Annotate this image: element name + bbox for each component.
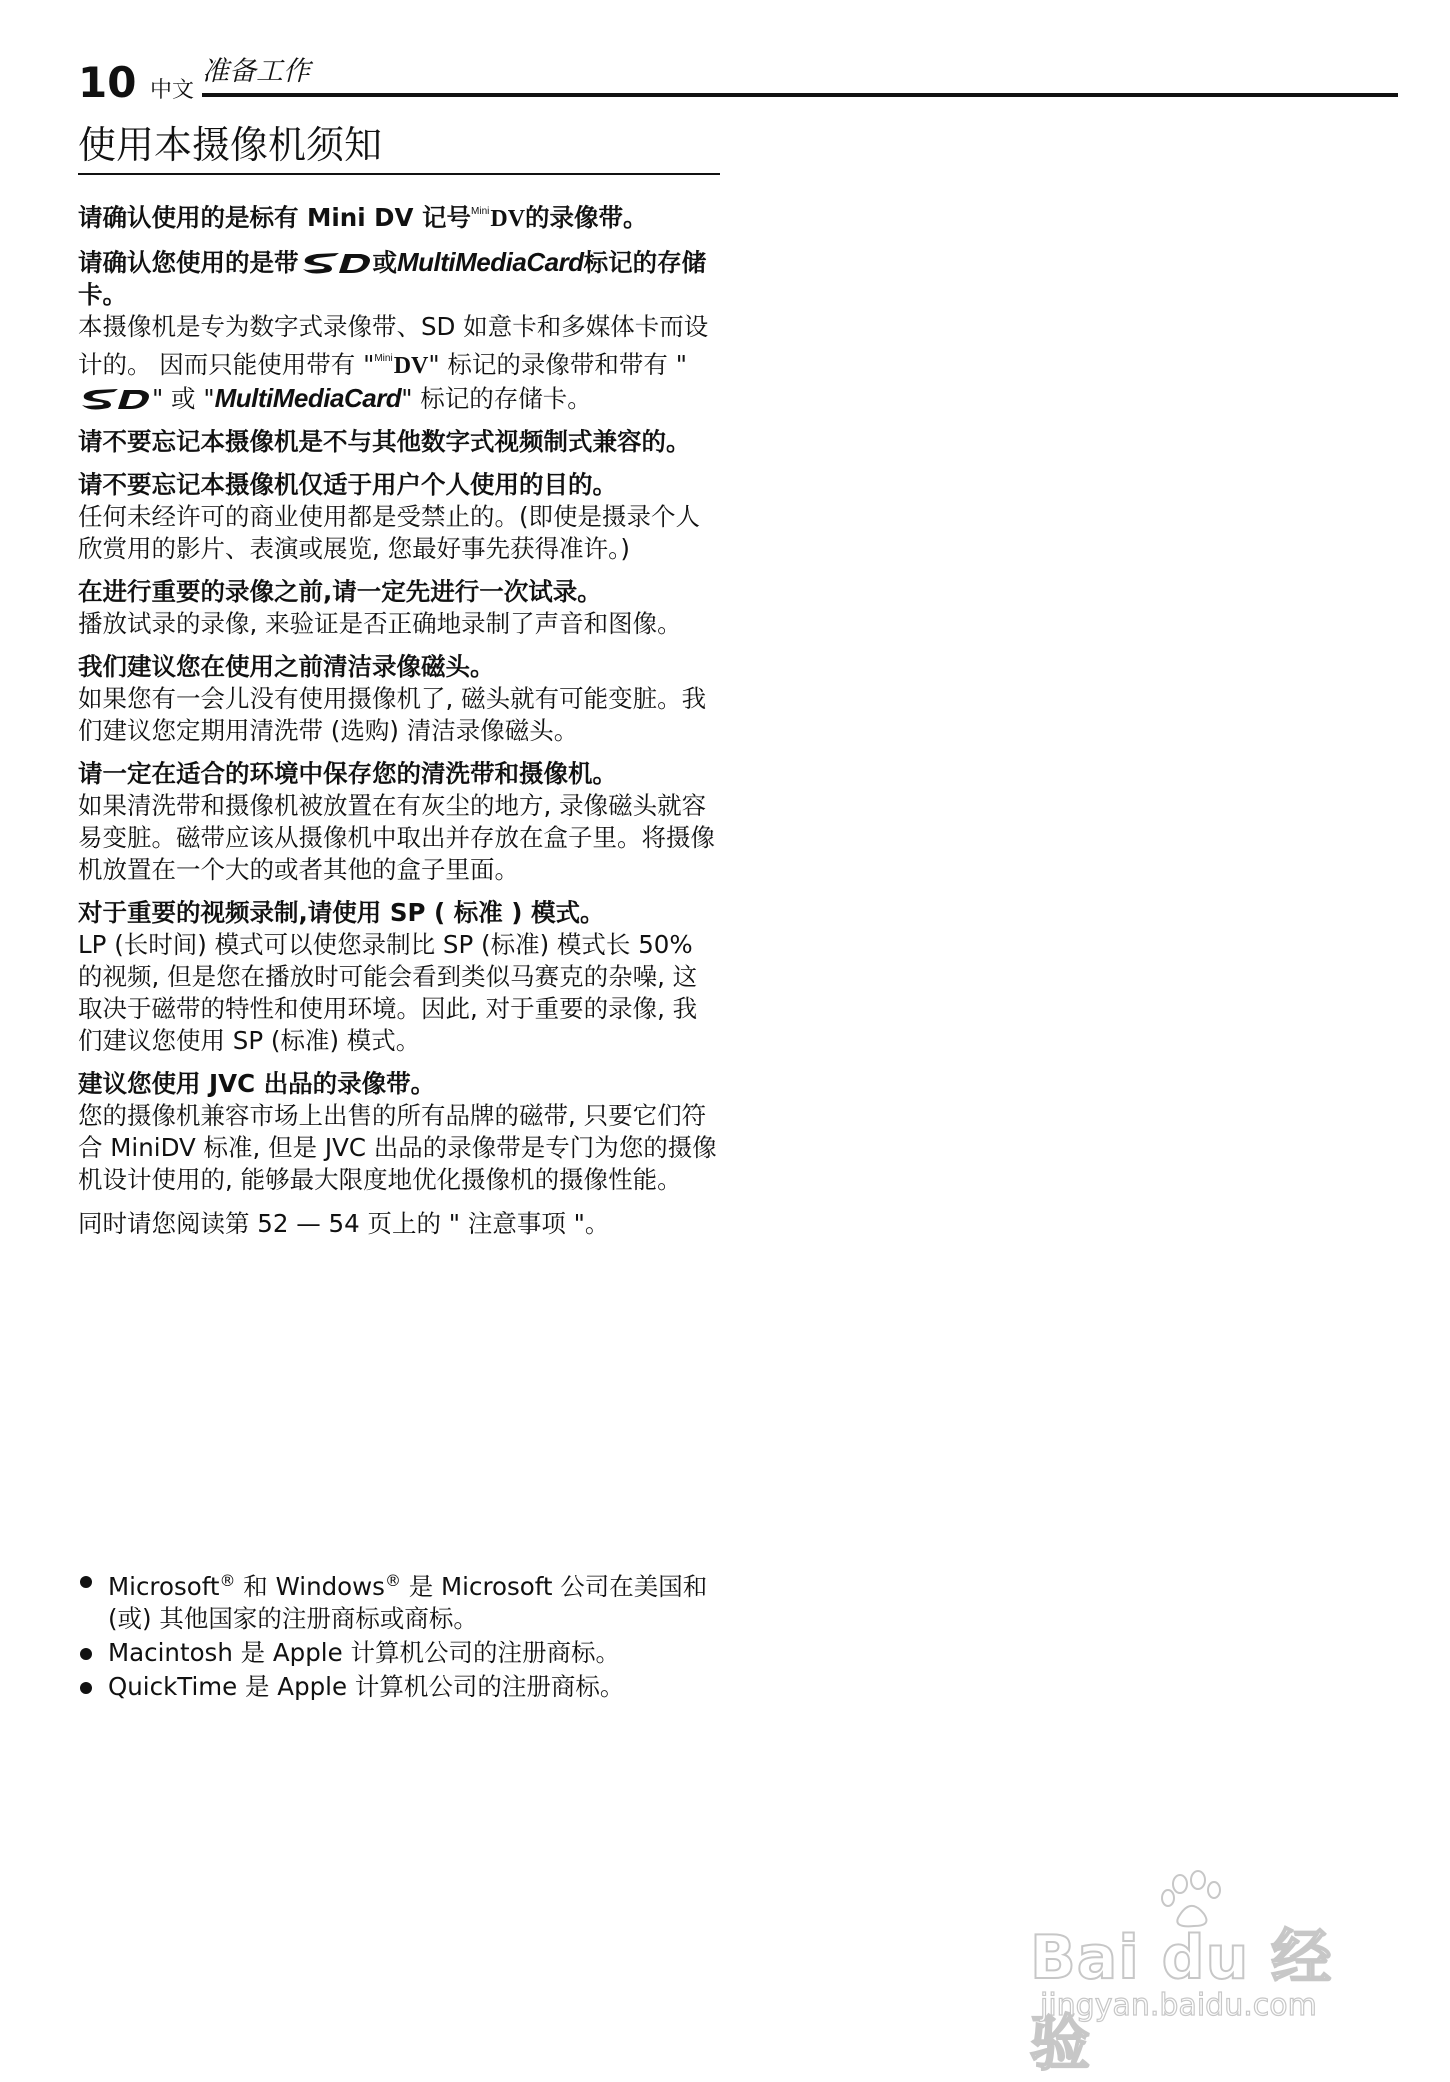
notes-content <box>78 196 718 1240</box>
language-label: 中文 <box>150 78 195 103</box>
note-body: 本摄像机是专为数字式录像带、SD 如意卡和多媒体卡而设计的。 因而只能使用带有 "$^{Mini}$DV" 标记的录像带和带有 "" 或 "MultiMediaCard" 标记的存储卡。 <box>78 312 709 413</box>
note-heading: 请一定在适合的环境中保存您的清洗带和摄像机。 <box>78 759 617 788</box>
note-block-cards <box>78 246 718 415</box>
multimediacard-logo-icon: MultiMediaCard <box>397 247 584 277</box>
note-heading: 请不要忘记本摄像机仅适于用户个人使用的目的。 <box>78 470 617 499</box>
bullet-icon <box>80 1648 92 1660</box>
header-rule <box>202 93 1398 97</box>
note-heading: 请不要忘记本摄像机是不与其他数字式视频制式兼容的。 <box>78 427 691 456</box>
trademark-item: QuickTime 是 Apple 计算机公司的注册商标。 <box>78 1671 718 1703</box>
watermark-site: jingyan.baidu.com <box>1040 1988 1317 2023</box>
bullet-icon <box>80 1682 92 1694</box>
note-block-storage <box>78 758 718 886</box>
note-heading: 请确认使用的是标有 Mini DV 记号$^{Mini}$DV的录像带。 <box>78 203 648 232</box>
note-heading: 建议您使用 JVC 出品的录像带。 <box>78 1069 436 1098</box>
note-body: 如果您有一会儿没有使用摄像机了, 磁头就有可能变脏。我们建议您定期用清洗带 (选购) 清洁录像磁头。 <box>78 684 707 745</box>
note-heading: 对于重要的视频录制,请使用 SP ( 标准 ) 模式。 <box>78 898 605 927</box>
note-block-sp-mode <box>78 897 718 1057</box>
note-block-head-cleaning <box>78 651 718 747</box>
page-header <box>78 58 1398 108</box>
sd-logo-icon <box>78 387 152 413</box>
trademark-item: Macintosh 是 Apple 计算机公司的注册商标。 <box>78 1637 718 1669</box>
note-block-compat <box>78 426 718 458</box>
note-body: LP (长时间) 模式可以使您录制比 SP (标准) 模式长 50% 的视频, 但是您在播放时可能会看到类似马赛克的杂噪, 这取决于磁带的特性和使用环境。因此, 对于重要的录像, 我们建议您使用 SP (标准) 模式。 <box>78 930 698 1055</box>
sd-logo-icon <box>299 251 373 277</box>
minidv-logo-icon: $^{Mini}$DV <box>471 206 526 232</box>
note-heading: 我们建议您在使用之前清洁录像磁头。 <box>78 652 495 681</box>
section-title: 准备工作 <box>202 56 310 87</box>
note-body: 播放试录的录像, 来验证是否正确地录制了声音和图像。 <box>78 609 682 638</box>
trademark-item: Microsoft® 和 Windows® 是 Microsoft 公司在美国和 (或) 其他国家的注册商标或商标。 <box>78 1565 718 1635</box>
multimediacard-logo-icon: MultiMediaCard <box>214 383 402 413</box>
page-number: 10 <box>78 58 137 107</box>
note-block-jvc-tape <box>78 1068 718 1196</box>
note-block-minidv <box>78 196 718 235</box>
minidv-logo-icon: $^{Mini}$DV <box>374 353 429 379</box>
title-rule <box>78 173 720 175</box>
baidu-watermark <box>1030 1870 1360 2079</box>
note-heading: 在进行重要的录像之前,请一定先进行一次试录。 <box>78 577 602 606</box>
watermark-brand: Bai du 经验 <box>1030 1923 1333 2079</box>
note-block-personal-use <box>78 469 718 565</box>
note-block-test-recording <box>78 576 718 640</box>
note-body: 任何未经许可的商业使用都是受禁止的。(即使是摄录个人欣赏用的影片、表演或展览, 您最好事先获得准许。) <box>78 502 701 563</box>
trademark-list <box>78 1565 718 1705</box>
cautions-reference: 同时请您阅读第 52 — 54 页上的 " 注意事项 "。 <box>78 1209 610 1238</box>
bullet-icon <box>80 1576 92 1588</box>
note-body: 如果清洗带和摄像机被放置在有灰尘的地方, 录像磁头就容易变脏。磁带应该从摄像机中取出并存放在盒子里。将摄像机放置在一个大的或者其他的盒子里面。 <box>78 791 715 884</box>
note-heading: 请确认您使用的是带 或MultiMediaCard标记的存储卡。 <box>78 247 707 309</box>
note-body: 您的摄像机兼容市场上出售的所有品牌的磁带, 只要它们符合 MiniDV 标准, 但是 JVC 出品的录像带是专门为您的摄像机设计使用的, 能够最大限度地优化摄像机的摄像性能。 <box>78 1101 717 1194</box>
page-title: 使用本摄像机须知 <box>78 123 383 167</box>
